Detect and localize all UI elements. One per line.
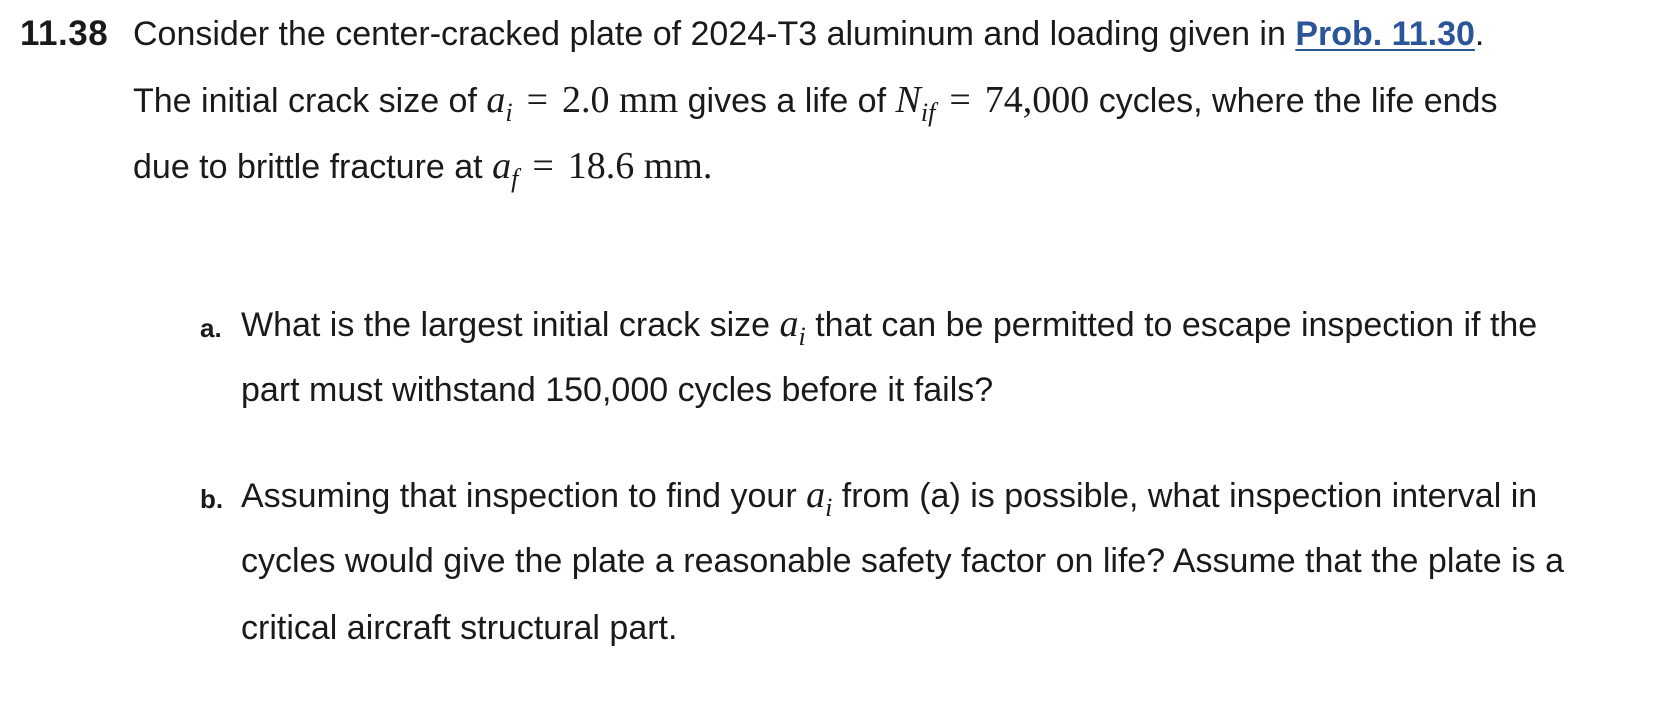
part-b-line-2: cycles would give the plate a reasonable safety factor on life? Assume that the plate is a (241, 542, 1564, 580)
value-nif: 74,000 (984, 79, 1090, 121)
problem-number: 11.38 (20, 14, 109, 53)
intro-line-2 (133, 78, 1497, 126)
part-b-line-3: critical aircraft structural part. (241, 609, 678, 647)
part-a-line-2: part must withstand 150,000 cycles before it fails? (241, 371, 994, 409)
equals-sign: = (526, 79, 549, 121)
sub-i: i (798, 322, 806, 351)
intro-text-1: Consider the center-cracked plate of 2024-T3 aluminum and loading given in (133, 15, 1296, 53)
intro-text-1-end: . (1474, 15, 1485, 53)
intro-line-1 (133, 12, 1484, 56)
part-b-label: b. (200, 484, 224, 514)
equals-sign: = (532, 145, 554, 187)
intro-text-2a: The initial crack size of (133, 82, 487, 120)
var-a: a (486, 79, 506, 121)
equals-sign: = (949, 79, 971, 121)
sub-f: f (511, 164, 519, 193)
var-N: N (895, 79, 921, 121)
intro-text-2c: cycles, where the life ends (1089, 82, 1498, 120)
prob-11-30-link[interactable]: Prob. 11.30 (1295, 15, 1475, 53)
intro-text-3a: due to brittle fracture at (133, 148, 493, 186)
part-b-text-1b: from (a) is possible, what inspection interval in (832, 477, 1538, 515)
sub-i: i (825, 493, 833, 522)
value-af: 18.6 mm. (567, 145, 713, 187)
value-ai: 2.0 mm (562, 79, 679, 121)
var-a: a (779, 303, 799, 345)
part-a-text-1b: that can be permitted to escape inspection if the (805, 306, 1538, 344)
sub-i: i (505, 98, 513, 127)
part-b-text-1a: Assuming that inspection to find your (241, 477, 807, 515)
part-b-line-1 (241, 473, 1537, 521)
part-a-label: a. (200, 313, 222, 343)
var-a: a (806, 474, 826, 516)
sub-if: if (920, 98, 936, 127)
intro-text-2b: gives a life of (678, 82, 896, 120)
intro-line-3 (133, 144, 712, 192)
part-a-text-1a: What is the largest initial crack size (241, 306, 780, 344)
var-a: a (492, 145, 512, 187)
part-a-line-1 (241, 302, 1537, 350)
